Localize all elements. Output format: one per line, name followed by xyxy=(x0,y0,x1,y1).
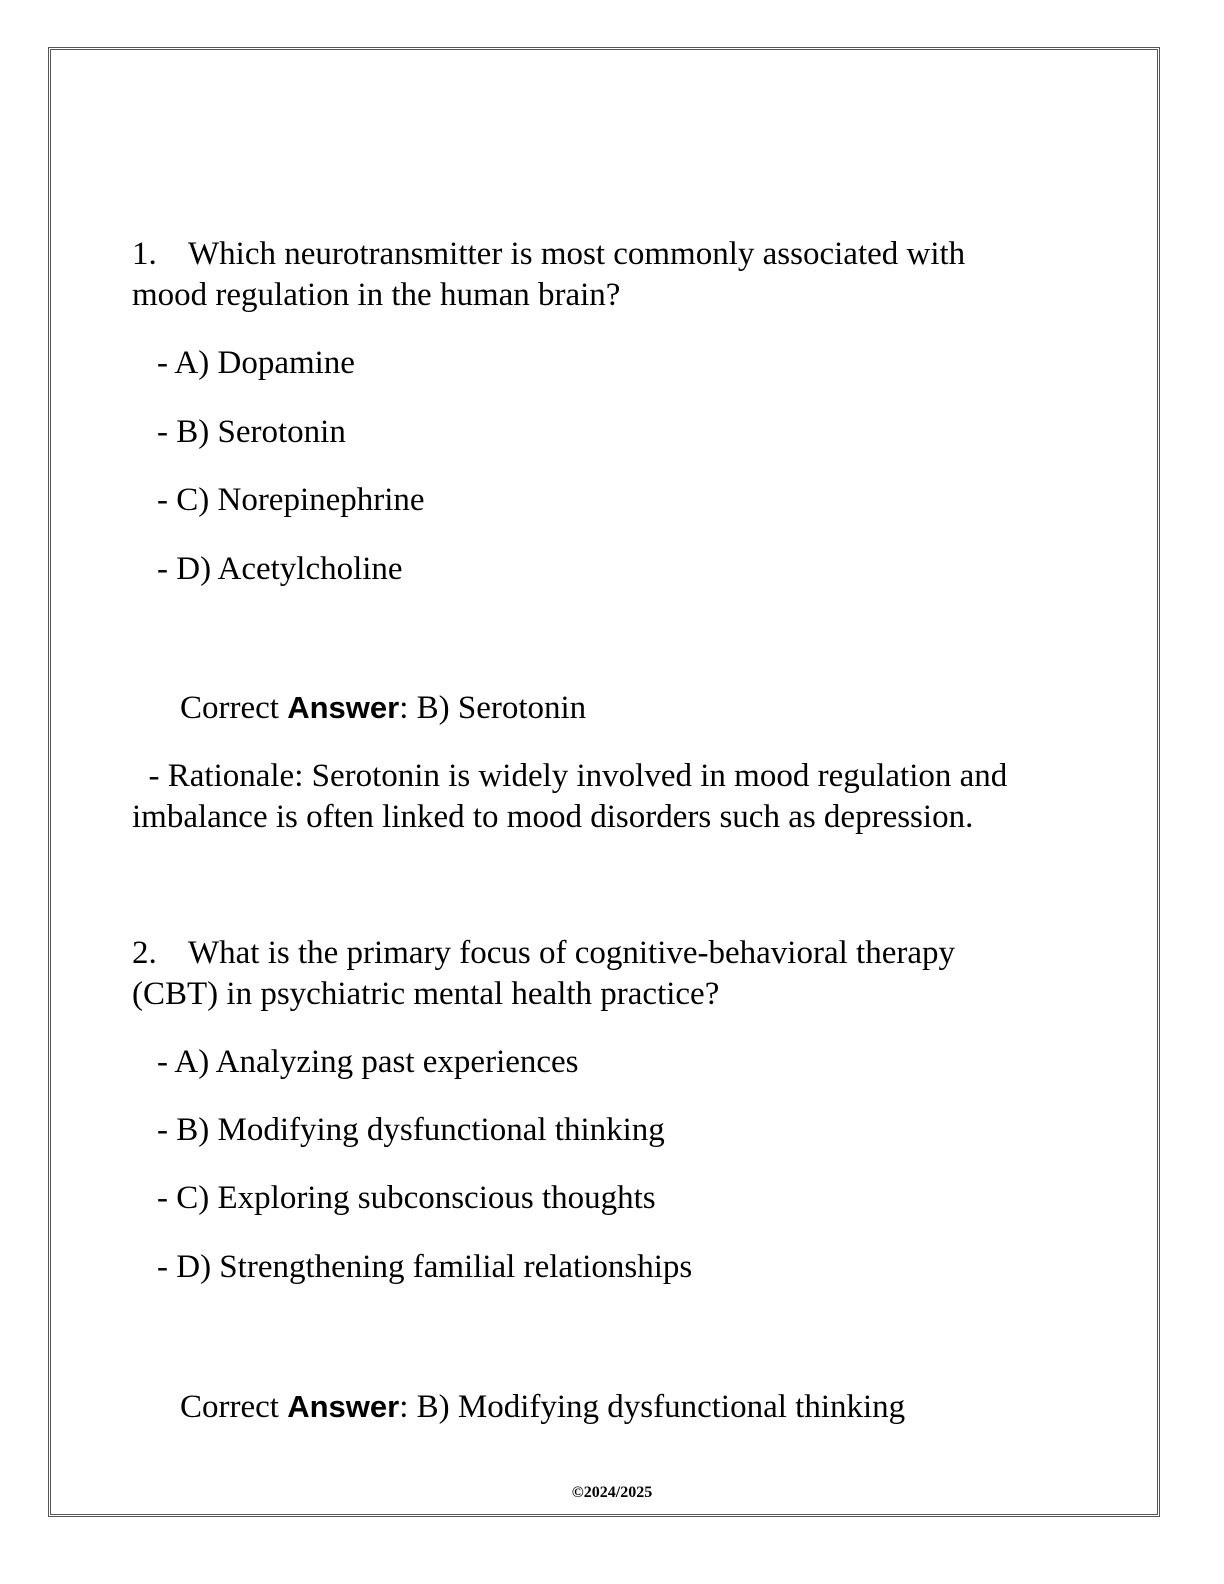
question-1-rationale-line2: imbalance is often linked to mood disorders such as depression. xyxy=(132,799,974,835)
question-1-text-line1: 1. Which neurotransmitter is most commonly associated with xyxy=(132,234,965,275)
question-2-option-d: - D) Strengthening familial relationships xyxy=(157,1249,693,1285)
question-2-text-line1: 2. What is the primary focus of cognitive-behavioral therapy xyxy=(132,933,955,974)
question-1-option-d: - D) Acetylcholine xyxy=(157,551,403,587)
question-1-text-line2: mood regulation in the human brain? xyxy=(132,277,621,313)
question-2-correct-answer: Correct Answer: B) Modifying dysfunctional thinking xyxy=(180,1389,906,1425)
question-1-option-b: - B) Serotonin xyxy=(157,414,346,450)
question-1-option-c: - C) Norepinephrine xyxy=(157,482,425,518)
question-2-text-line2: (CBT) in psychiatric mental health practice? xyxy=(132,976,720,1012)
question-2-option-b: - B) Modifying dysfunctional thinking xyxy=(157,1112,665,1148)
question-2-option-c: - C) Exploring subconscious thoughts xyxy=(157,1180,656,1216)
question-1-number: 1. xyxy=(132,236,157,272)
question-1-rationale-line1: - Rationale: Serotonin is widely involved in mood regulation and xyxy=(148,758,1008,794)
question-1-option-a: - A) Dopamine xyxy=(157,345,355,381)
copyright-footer: ©2024/2025 xyxy=(571,1484,653,1501)
question-2-number: 2. xyxy=(132,935,157,971)
question-1-correct-answer: Correct Answer: B) Serotonin xyxy=(180,690,587,726)
question-2-option-a: - A) Analyzing past experiences xyxy=(157,1044,579,1080)
